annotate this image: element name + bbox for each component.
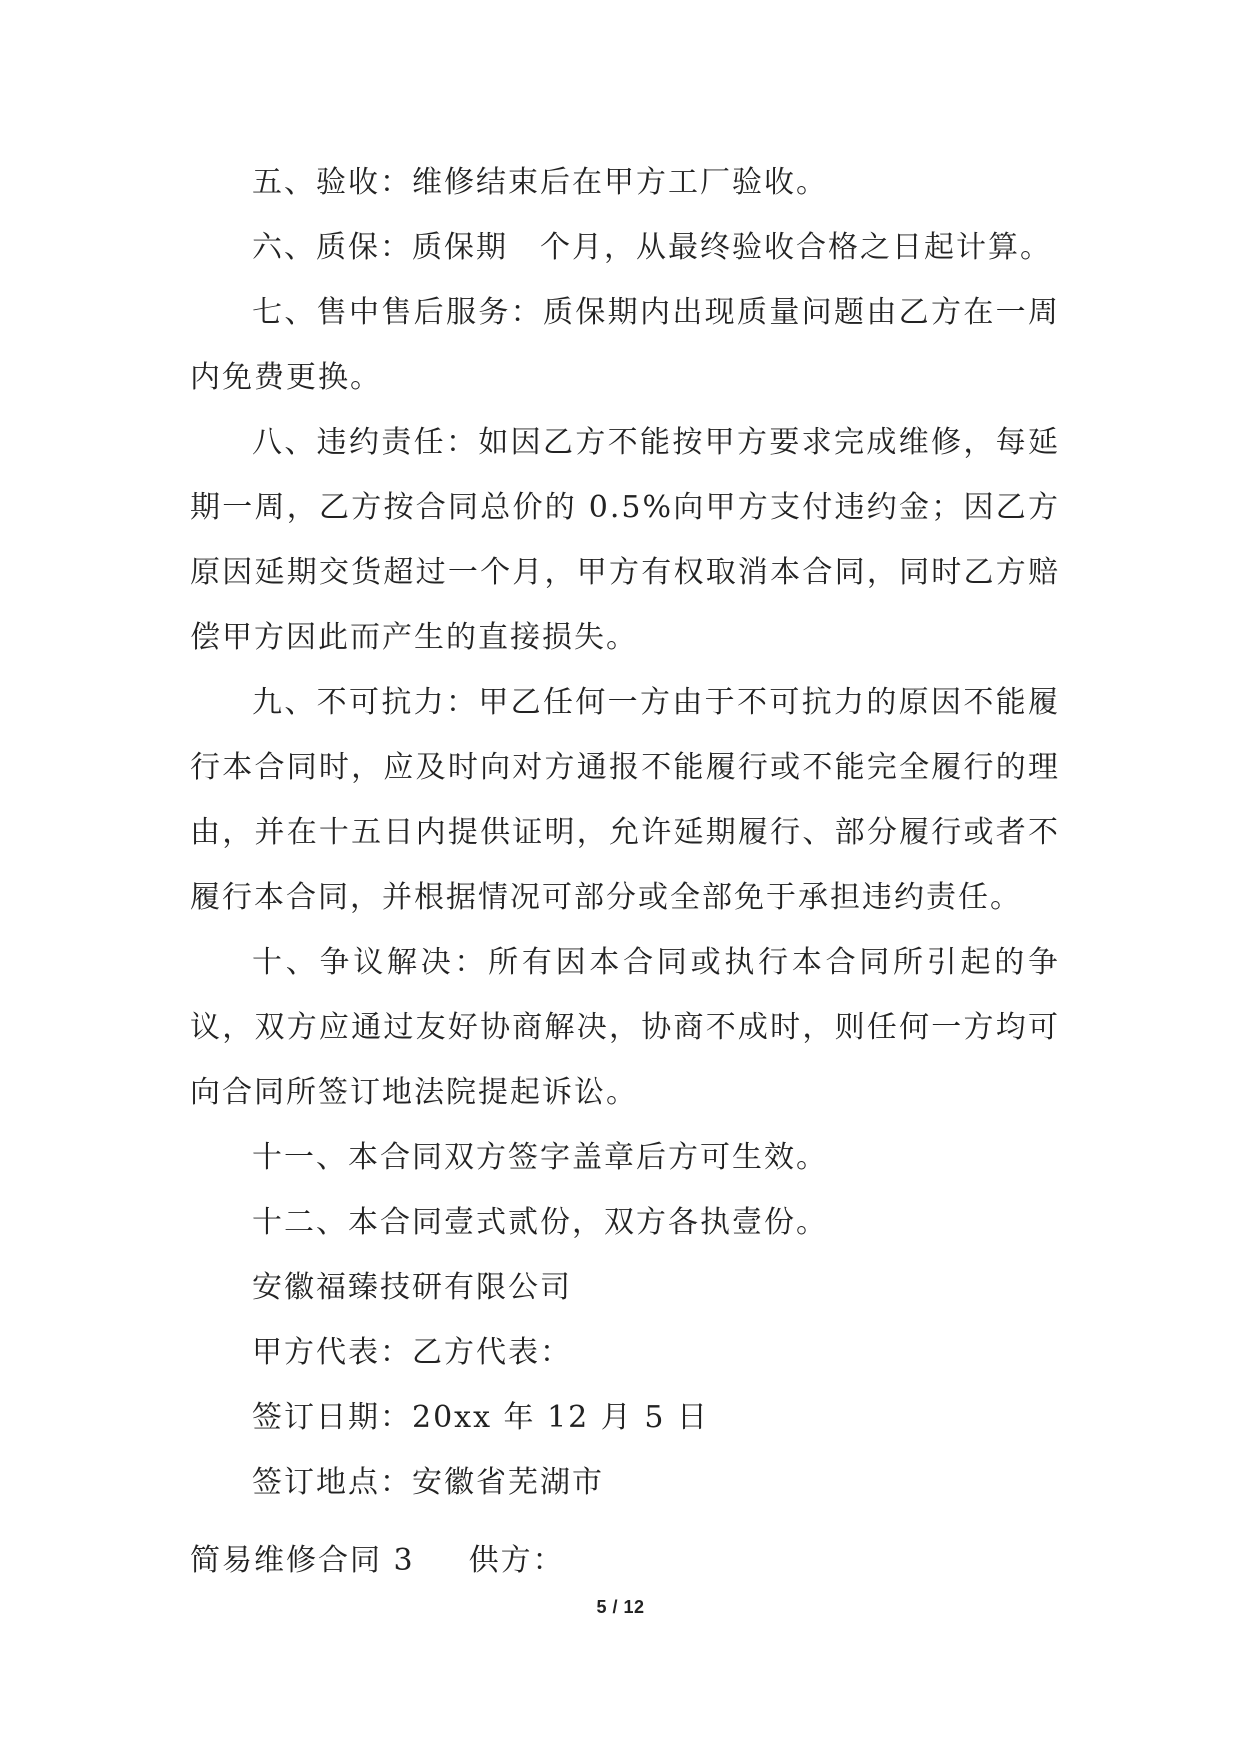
paragraph-breach-liability: 八、违约责任：如因乙方不能按甲方要求完成维修，每延期一周，乙方按合同总价的 0.5%向甲方支付违约金；因乙方原因延期交货超过一个月，甲方有权取消本合同，同时乙方赔偿甲方因此而产生的直接损失。 [190, 425, 1060, 655]
next-contract-heading [190, 1528, 565, 1593]
paragraph-force-majeure: 九、不可抗力：甲乙任何一方由于不可抗力的原因不能履行本合同时，应及时向对方通报不能履行或不能完全履行的理由，并在十五日内提供证明，允许延期履行、部分履行或者不履行本合同，并根据情况可部分或全部免于承担违约责任。 [190, 685, 1060, 915]
paragraph-after-sales-service: 七、售中售后服务：质保期内出现质量问题由乙方在一周内免费更换。 [190, 295, 1060, 395]
supplier-label: 供方： [468, 1543, 565, 1578]
paragraph-copies: 十二、本合同壹式贰份，双方各执壹份。 [252, 1205, 828, 1240]
paragraph-warranty: 六、质保：质保期 个月，从最终验收合格之日起计算。 [252, 230, 1052, 265]
document-body [190, 150, 1060, 1515]
sign-place-line: 签订地点：安徽省芜湖市 [252, 1465, 604, 1500]
representatives-line: 甲方代表：乙方代表： [252, 1335, 572, 1370]
paragraph-effectiveness: 十一、本合同双方签字盖章后方可生效。 [252, 1140, 828, 1175]
paragraph-dispute-resolution: 十、争议解决：所有因本合同或执行本合同所引起的争议，双方应通过友好协商解决，协商不成时，则任何一方均可向合同所签订地法院提起诉讼。 [190, 945, 1060, 1110]
page-number: 5 / 12 [596, 1597, 645, 1617]
paragraph-acceptance: 五、验收：维修结束后在甲方工厂验收。 [252, 165, 828, 200]
sign-date-line: 签订日期：20xx 年 12 月 5 日 [252, 1400, 709, 1435]
company-name: 安徽福臻技研有限公司 [252, 1270, 572, 1305]
contract-title: 简易维修合同 3 [190, 1543, 415, 1578]
